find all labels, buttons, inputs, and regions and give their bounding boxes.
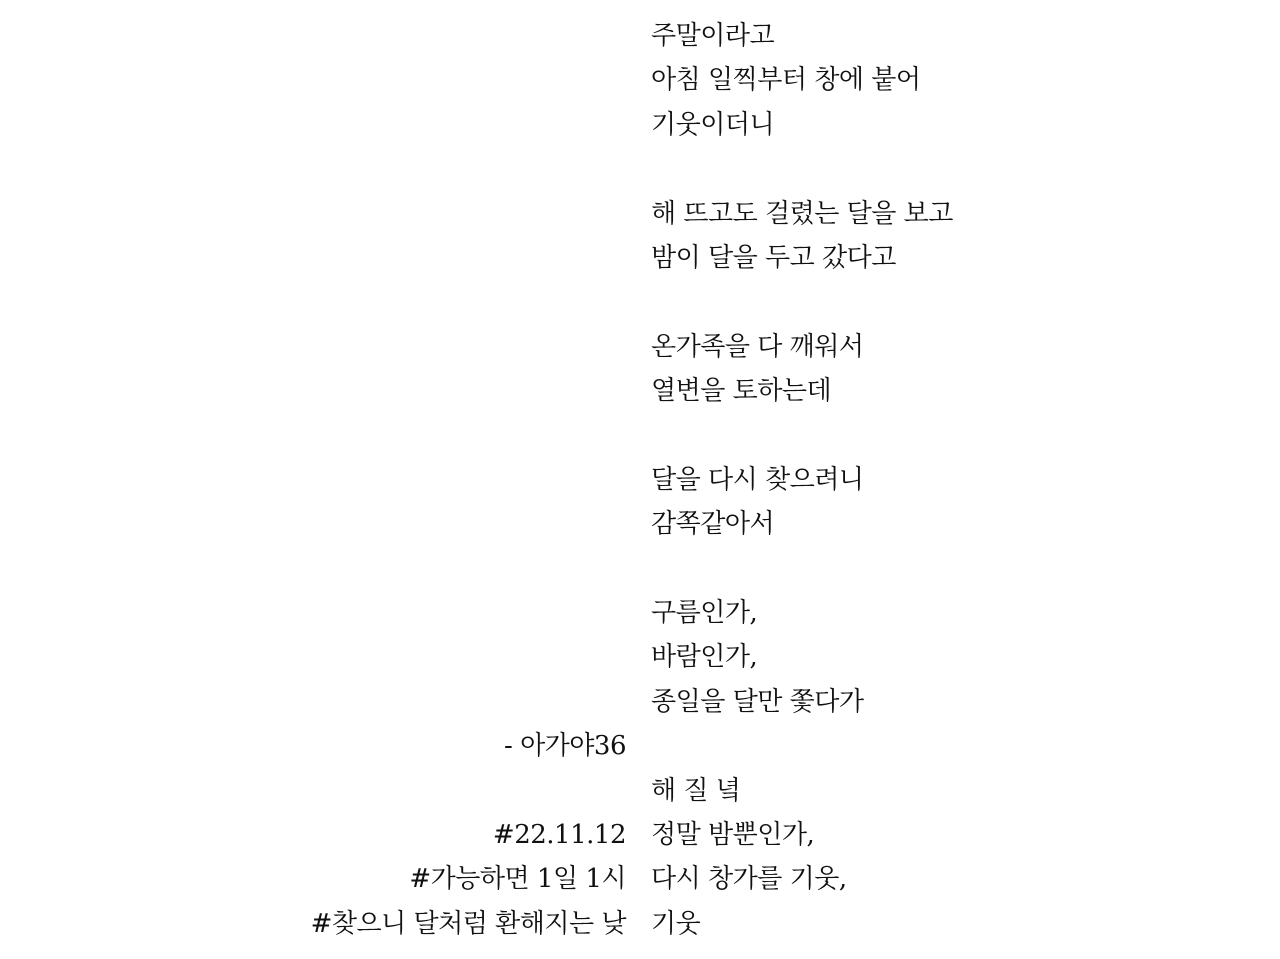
author-name: - 아가야36 <box>504 731 626 761</box>
poem-line: 바람인가, <box>651 642 758 673</box>
poem-line: 구름인가, <box>651 598 758 629</box>
hashtag-list <box>26 813 626 946</box>
poem-line: 달을 다시 찾으려니 <box>651 464 864 495</box>
poem-line: 온가족을 다 깨워서 <box>651 331 864 362</box>
hashtag-series: #가능하면 1일 1시 <box>409 864 626 895</box>
hashtag-title: #찾으니 달처럼 환해지는 낮 <box>310 908 626 939</box>
poem-blank-line <box>651 147 1211 191</box>
poem-blank-line <box>651 724 1211 768</box>
poem-line: 감쪽같아서 <box>651 509 775 540</box>
poem-line: 해 질 녘 <box>651 775 741 806</box>
author-block <box>26 724 626 768</box>
poem-blank-line <box>651 280 1211 324</box>
poem-line: 열변을 토하는데 <box>651 376 832 407</box>
poem-line: 주말이라고 <box>651 21 775 51</box>
poem-blank-line <box>651 547 1211 591</box>
poem-line: 종일을 달만 쫓다가 <box>651 686 864 717</box>
poem-body <box>651 14 1211 946</box>
poem-line: 밤이 달을 두고 갔다고 <box>651 242 896 273</box>
poem-line: 기웃이더니 <box>651 109 775 140</box>
poem-line: 정말 밤뿐인가, <box>651 820 815 851</box>
poem-line: 기웃 <box>651 908 701 939</box>
hashtag-date: #22.11.12 <box>492 820 626 850</box>
poem-line: 다시 창가를 기웃, <box>651 864 847 895</box>
poem-line: 아침 일찍부터 창에 붙어 <box>651 65 921 96</box>
poem-blank-line <box>651 414 1211 458</box>
poem-line: 해 뜨고도 걸렸는 달을 보고 <box>651 198 953 229</box>
